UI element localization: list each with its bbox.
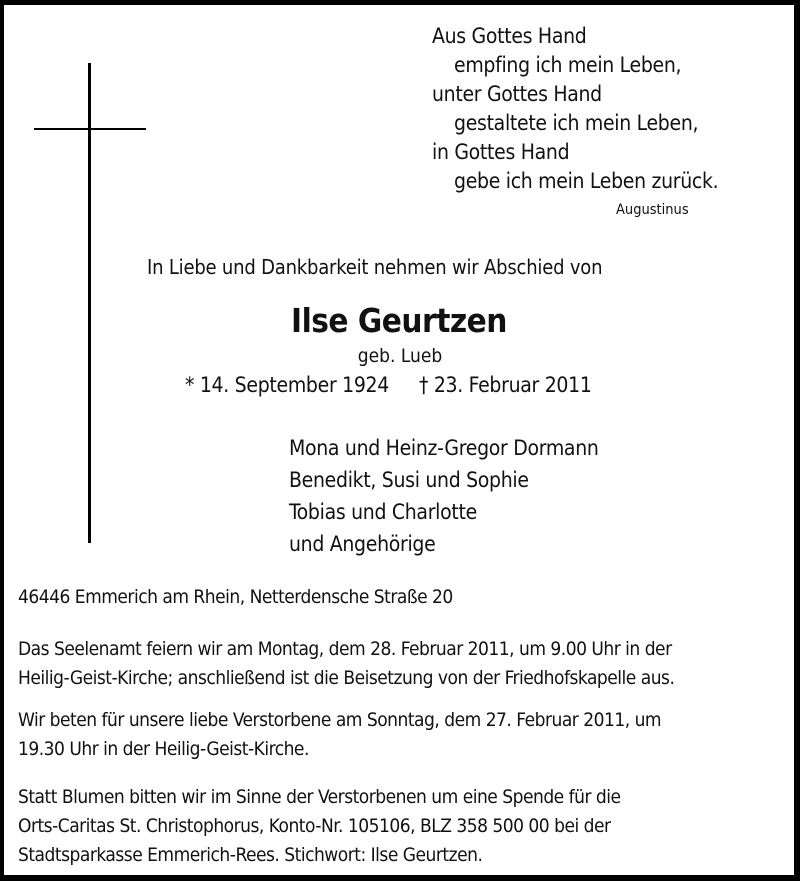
cross-horizontal-bar bbox=[34, 128, 146, 130]
paragraph-line: Wir beten für unsere liebe Verstorbene am Sonntag, dem 27. Februar 2011, um bbox=[18, 709, 662, 731]
poem-line: Aus Gottes Hand bbox=[432, 24, 587, 48]
poem-line: gestaltete ich mein Leben, bbox=[454, 111, 699, 135]
family-line: und Angehörige bbox=[289, 532, 436, 556]
poem-line: empfing ich mein Leben, bbox=[454, 53, 682, 77]
donation-paragraph bbox=[18, 783, 621, 870]
life-dates bbox=[185, 373, 592, 397]
birth-date: * 14. September 1924 bbox=[185, 373, 389, 397]
poem-line: unter Gottes Hand bbox=[432, 82, 602, 106]
paragraph-line: Statt Blumen bitten wir im Sinne der Verstorbenen um eine Spende für die bbox=[18, 786, 621, 808]
intro-text: In Liebe und Dankbarkeit nehmen wir Abschied von bbox=[147, 255, 603, 279]
family-line: Benedikt, Susi und Sophie bbox=[289, 468, 529, 492]
requiem-paragraph bbox=[18, 635, 674, 693]
paragraph-line: 19.30 Uhr in der Heilig-Geist-Kirche. bbox=[18, 738, 309, 760]
family-list bbox=[289, 432, 599, 560]
prayer-paragraph bbox=[18, 706, 661, 764]
family-line: Mona und Heinz-Gregor Dormann bbox=[289, 436, 599, 460]
deceased-name bbox=[0, 301, 800, 340]
deceased-name-text: Ilse Geurtzen bbox=[291, 301, 507, 340]
paragraph-line: Heilig-Geist-Kirche; anschließend ist die Beisetzung von der Friedhofskapelle aus. bbox=[18, 667, 675, 689]
poem-author: Augustinus bbox=[616, 202, 689, 218]
family-line: Tobias und Charlotte bbox=[289, 500, 477, 524]
death-date: † 23. Februar 2011 bbox=[419, 373, 592, 397]
address: 46446 Emmerich am Rhein, Netterdensche Straße 20 bbox=[18, 586, 453, 608]
maiden-name: geb. Lueb bbox=[357, 345, 443, 367]
paragraph-line: Das Seelenamt feiern wir am Montag, dem 28. Februar 2011, um 9.00 Uhr in der bbox=[18, 638, 672, 660]
paragraph-line: Orts-Caritas St. Christophorus, Konto-Nr. 105106, BLZ 358 500 00 bei der bbox=[18, 815, 611, 837]
poem-line: gebe ich mein Leben zurück. bbox=[454, 169, 719, 193]
poem-line: in Gottes Hand bbox=[432, 140, 570, 164]
paragraph-line: Stadtsparkasse Emmerich-Rees. Stichwort: Ilse Geurtzen. bbox=[18, 844, 483, 866]
poem bbox=[432, 22, 718, 196]
